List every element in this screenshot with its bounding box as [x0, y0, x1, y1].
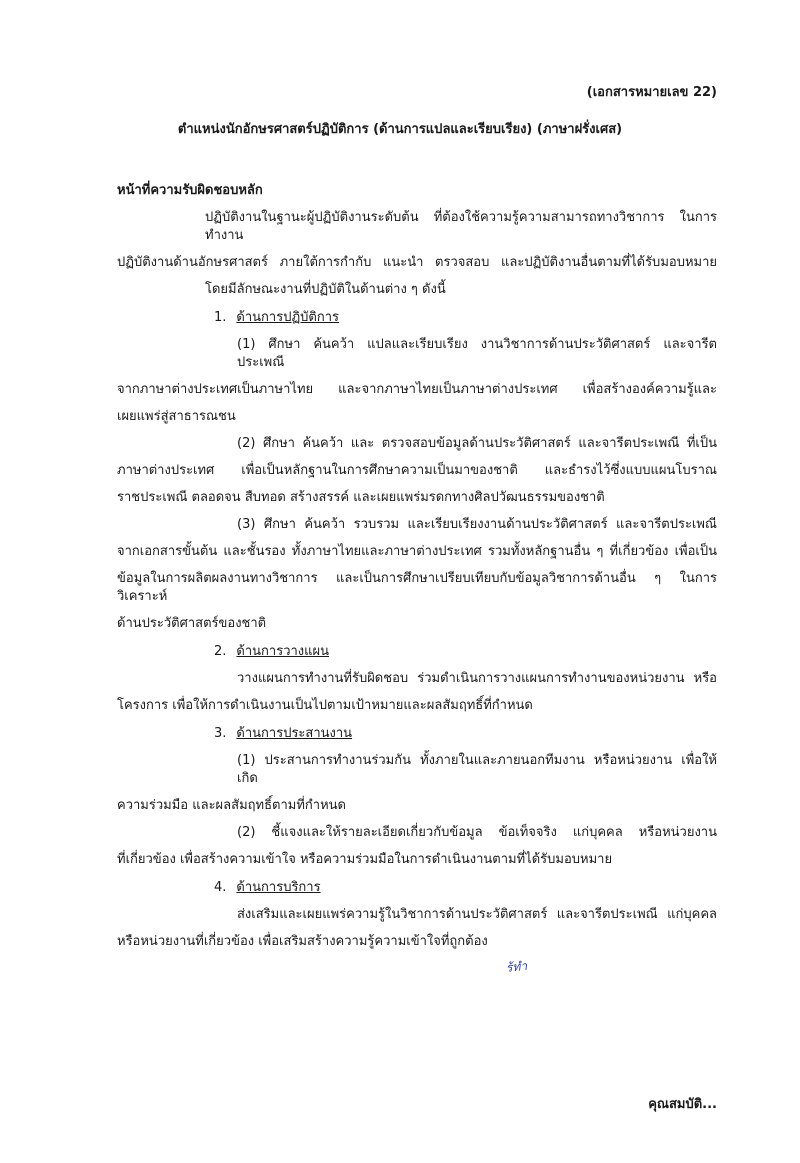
- section-number: 4.: [214, 880, 227, 895]
- section-title: ด้านการปฏิบัติการ: [236, 310, 340, 325]
- handwritten-initials: ร้ทำ: [505, 958, 528, 975]
- continuation-footer: คุณสมบัติ...: [648, 1097, 717, 1112]
- intro-line: ปฏิบัติงานด้านอักษรศาสตร์ ภายใต้การกำกับ แนะนำ ตรวจสอบ และปฏิบัติงานอื่นตามที่ได้รับมอบหมาย: [117, 255, 717, 270]
- body-line: ด้านประวัติศาสตร์ของชาติ: [117, 616, 267, 631]
- body-line: (1) ศึกษา ค้นคว้า แปลและเรียบเรียง งานวิชาการด้านประวัติศาสตร์ และจารีตประเพณี: [237, 337, 717, 370]
- body-line: ส่งเสริมและเผยแพร่ความรู้ในวิชาการด้านประวัติศาสตร์ และจารีตประเพณี แก่บุคคล: [237, 907, 717, 922]
- body-line: ความร่วมมือ และผลสัมฤทธิ์ตามที่กำหนด: [117, 798, 346, 813]
- body-line: เผยแพร่สู่สาธารณชน: [117, 409, 236, 424]
- document-number: (เอกสารหมายเลข 22): [586, 85, 717, 100]
- section-title: ด้านการบริการ: [236, 880, 321, 895]
- body-line: (1) ประสานการทำงานร่วมกัน ทั้งภายในและภายนอกทีมงาน หรือหน่วยงาน เพื่อให้เกิด: [237, 753, 717, 786]
- body-line: ภาษาต่างประเทศ เพื่อเป็นหลักฐานในการศึกษาความเป็นมาของชาติ และธำรงไว้ซึ่งแบบแผนโบราณ: [117, 463, 717, 478]
- body-line: โครงการ เพื่อให้การดำเนินงานเป็นไปตามเป้าหมายและผลสัมฤทธิ์ที่กำหนด: [117, 698, 533, 713]
- section-title: ด้านการประสานงาน: [236, 726, 353, 741]
- body-line: จากเอกสารขั้นต้น และชั้นรอง ทั้งภาษาไทยและภาษาต่างประเทศ รวมทั้งหลักฐานอื่น ๆ ที่เกี่ยวข้อง เพื่อเป็น: [117, 544, 717, 559]
- intro-line: โดยมีลักษณะงานที่ปฏิบัติในด้านต่าง ๆ ดังนี้: [205, 282, 446, 297]
- section-header: [117, 309, 717, 327]
- intro-line: ปฏิบัติงานในฐานะผู้ปฏิบัติงานระดับต้น ที่ต้องใช้ความรู้ความสามารถทางวิชาการ ในการทำงาน: [205, 210, 717, 243]
- section-header: [117, 725, 717, 743]
- body-line: (2) ชี้แจงและให้รายละเอียดเกี่ยวกับข้อมูล ข้อเท็จจริง แก่บุคคล หรือหน่วยงาน: [237, 825, 717, 840]
- section-number: 1.: [214, 310, 227, 325]
- body-line: ข้อมูลในการผลิตผลงานทางวิชาการ และเป็นการศึกษาเปรียบเทียบกับข้อมูลวิชาการด้านอื่น ๆ ในการวิเคราะห์: [117, 571, 717, 604]
- page-title: ตำแหน่งนักอักษรศาสตร์ปฏิบัติการ (ด้านการแปลและเรียบเรียง) (ภาษาฝรั่งเศส): [177, 122, 623, 137]
- section-heading: หน้าที่ความรับผิดชอบหลัก: [117, 183, 263, 198]
- section-number: 2.: [214, 644, 227, 659]
- body-line: จากภาษาต่างประเทศเป็นภาษาไทย และจากภาษาไทยเป็นภาษาต่างประเทศ เพื่อสร้างองค์ความรู้และ: [117, 382, 717, 397]
- body-line: ราชประเพณี ตลอดจน สืบทอด สร้างสรรค์ และเผยแพร่มรดกทางศิลปวัฒนธรรมของชาติ: [117, 490, 605, 505]
- body-line: (3) ศึกษา ค้นคว้า รวบรวม และเรียบเรียงงานด้านประวัติศาสตร์ และจารีตประเพณี: [237, 517, 717, 532]
- body-line: (2) ศึกษา ค้นคว้า และ ตรวจสอบข้อมูลด้านประวัติศาสตร์ และจารีตประเพณี ที่เป็น: [237, 436, 717, 451]
- section-header: [117, 879, 717, 897]
- body-line: วางแผนการทำงานที่รับผิดชอบ ร่วมดำเนินการวางแผนการทำงานของหน่วยงาน หรือ: [237, 671, 717, 686]
- section-number: 3.: [214, 726, 227, 741]
- body-line: หรือหน่วยงานที่เกี่ยวข้อง เพื่อเสริมสร้างความรู้ความเข้าใจที่ถูกต้อง: [117, 934, 488, 949]
- section-title: ด้านการวางแผน: [236, 644, 330, 659]
- body-line: ที่เกี่ยวข้อง เพื่อสร้างความเข้าใจ หรือความร่วมมือในการดำเนินงานตามที่ได้รับมอบหมาย: [117, 852, 613, 867]
- section-header: [117, 643, 717, 661]
